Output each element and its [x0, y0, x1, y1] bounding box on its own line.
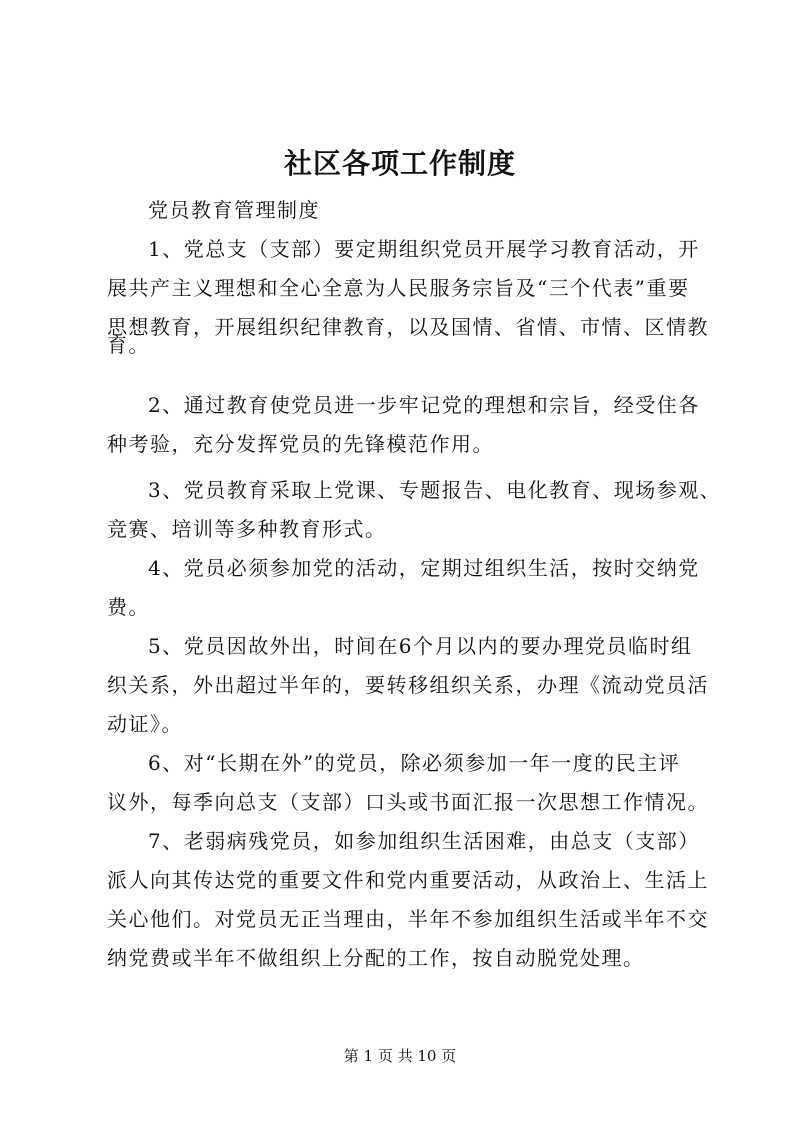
- page-footer: 第 1 页 共 10 页: [343, 1047, 457, 1065]
- paragraph-line: 4、党员必须参加党的活动，定期过组织生活，按时交纳党: [148, 556, 700, 580]
- paragraph-line: 关心他们。对党员无正当理由，半年不参加组织生活或半年不交: [107, 907, 709, 931]
- paragraph-line: 6、对“长期在外”的党员，除必须参加一年一度的民主评: [148, 751, 681, 775]
- paragraph-line: 动证》。: [107, 712, 183, 736]
- paragraph-line: 议外，每季向总支（支部）口头或书面汇报一次思想工作情况。: [107, 790, 709, 814]
- paragraph-line: 思想教育，开展组织纪律教育，以及国情、省情、市情、区情教: [107, 315, 709, 339]
- page-title: 社区各项工作制度: [283, 147, 516, 180]
- paragraph-line: 费。: [107, 595, 150, 619]
- paragraph-line: 派人向其传达党的重要文件和党内重要活动，从政治上、生活上: [107, 868, 709, 892]
- paragraph-line: 7、老弱病残党员，如参加组织生活困难，由总支（支部）: [148, 829, 700, 853]
- paragraph-line: 竞赛、培训等多种教育形式。: [107, 517, 387, 541]
- paragraph-line: 2、通过教育使党员进一步牢记党的理想和宗旨，经受住各: [148, 393, 700, 417]
- paragraph-line: 展共产主义理想和全心全意为人民服务宗旨及“三个代表”重要: [107, 276, 690, 300]
- paragraph-line: 1、党总支（支部）要定期组织党员开展学习教育活动，开: [148, 237, 700, 261]
- paragraph-line: 育。: [107, 333, 150, 357]
- paragraph-line: 5、党员因故外出，时间在6个月以内的要办理党员临时组: [148, 634, 693, 658]
- paragraph-line: 织关系，外出超过半年的，要转移组织关系，办理《流动党员活: [107, 673, 709, 697]
- paragraph-line: 3、党员教育采取上党课、专题报告、电化教育、现场参观、: [148, 478, 722, 502]
- section-title: 党员教育管理制度: [148, 198, 320, 222]
- paragraph-line: 种考验，充分发挥党员的先锋模范作用。: [107, 432, 494, 456]
- paragraph-line: 纳党费或半年不做组织上分配的工作，按自动脱党处理。: [107, 946, 645, 970]
